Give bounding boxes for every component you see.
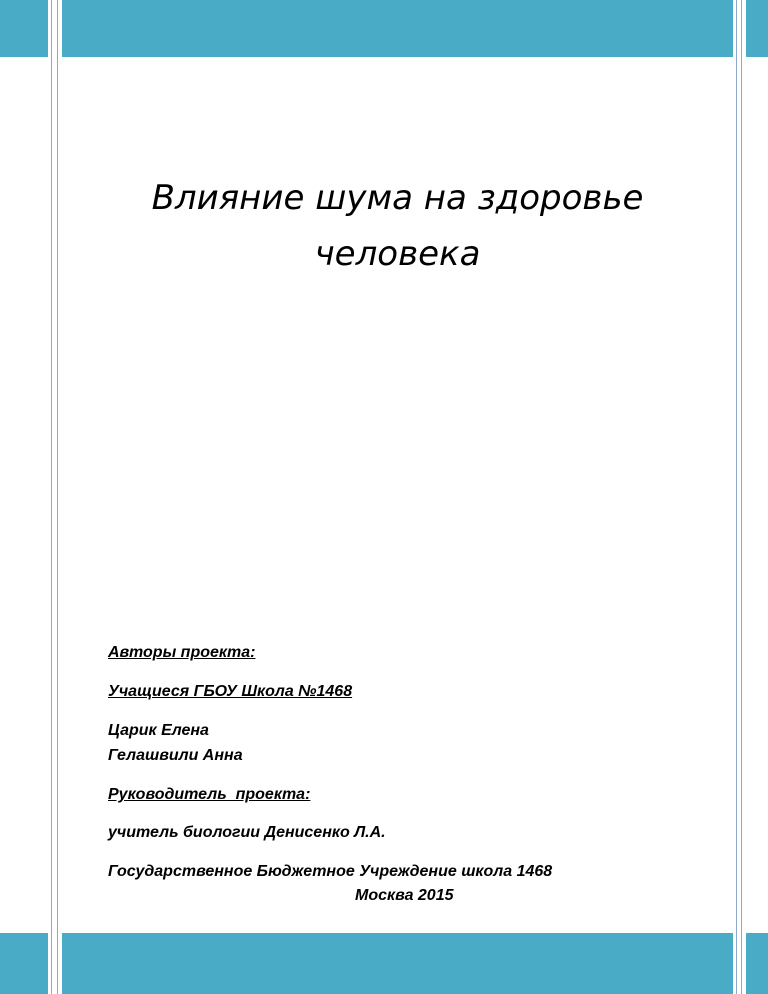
header-band-left <box>0 0 48 57</box>
footer-band-left <box>0 933 48 994</box>
supervisor-heading: Руководитель проекта: <box>108 786 311 803</box>
author-name: Гелашвили Анна <box>108 747 243 764</box>
footer-band-right <box>746 933 768 994</box>
frame-line-left-inner <box>57 0 58 994</box>
city-year-line: Москва 2015 <box>355 887 454 904</box>
header-band-right <box>746 0 768 57</box>
institution-line: Государственное Бюджетное Учреждение школа 1468 <box>108 863 553 880</box>
document-title <box>62 170 733 282</box>
teacher-line: учитель биологии Денисенко Л.А. <box>108 824 386 841</box>
frame-line-left-outer <box>51 0 52 994</box>
title-line-2: человека <box>314 234 481 274</box>
frame-line-right-outer <box>741 0 742 994</box>
title-line-1: Влияние шума на здоровье <box>151 178 644 218</box>
authors-heading: Авторы проекта: <box>108 644 256 661</box>
header-band <box>62 0 733 57</box>
footer-band <box>62 933 733 994</box>
author-name: Царик Елена <box>108 722 209 739</box>
students-line: Учащиеся ГБОУ Школа №1468 <box>108 683 353 700</box>
frame-line-right-inner <box>736 0 737 994</box>
